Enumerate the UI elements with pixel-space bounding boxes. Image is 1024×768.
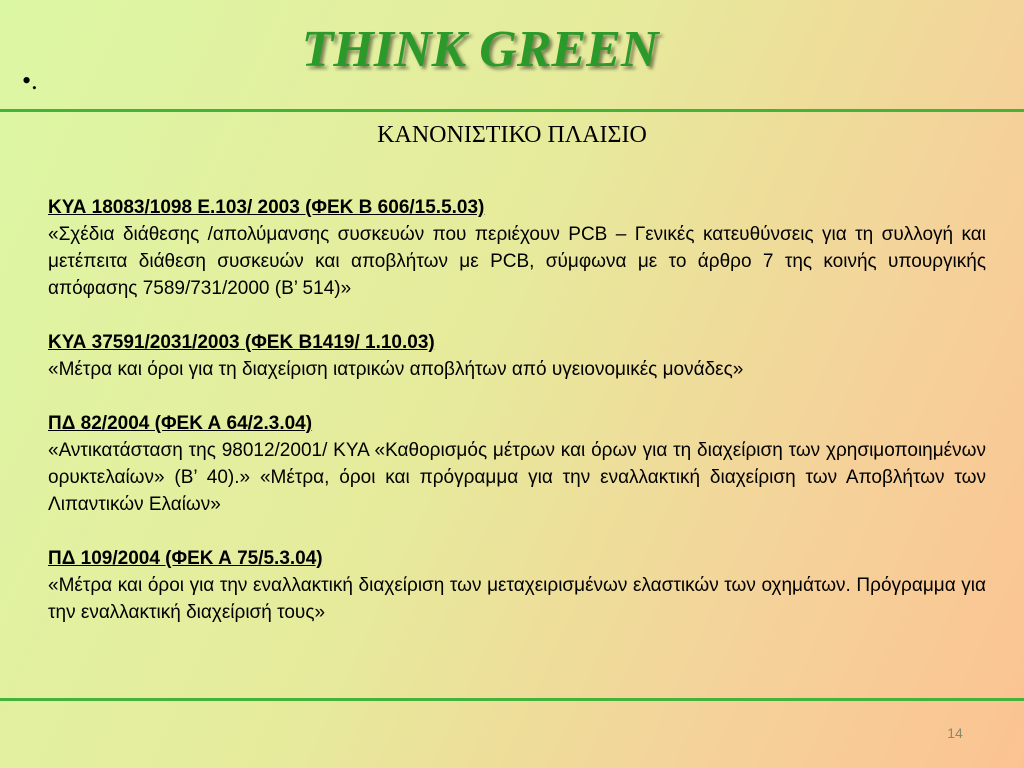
regulation-description: «Μέτρα και όροι για την εναλλακτική διαχείριση των μεταχειρισμένων ελαστικών των οχημάτων. Πρόγραμμα για την εναλλακτική διαχείρισή τους» <box>48 575 986 623</box>
slide-title: THINK GREEN <box>301 21 659 78</box>
bottom-divider <box>0 698 1024 701</box>
regulation-reference: ΠΔ 82/2004 (ΦΕΚ Α 64/2.3.04) <box>48 413 313 434</box>
regulation-item <box>48 545 986 626</box>
top-divider <box>0 109 1024 112</box>
regulation-list <box>48 194 986 653</box>
regulation-reference: ΚΥΑ 37591/2031/2003 (ΦΕΚ Β1419/ 1.10.03) <box>48 332 435 353</box>
bullet-mark: •. <box>22 66 38 95</box>
section-heading: ΚΑΝΟΝΙΣΤΙΚΟ ΠΛΑΙΣΙΟ <box>377 122 647 148</box>
regulation-item <box>48 329 986 383</box>
regulation-item <box>48 410 986 518</box>
regulation-description: «Μέτρα και όροι για τη διαχείριση ιατρικών αποβλήτων από υγειονομικές μονάδες» <box>48 359 744 380</box>
regulation-description: «Σχέδια διάθεσης /απολύμανσης συσκευών που περιέχουν PCB – Γενικές κατευθύνσεις για τη συλλογή και μετέπειτα διάθεση συσκευών και αποβλήτων με PCB, σύμφωνα με το άρθρο 7 της κοινής υπουργικής απόφασης 7589/731/2000 (Β’ 514)» <box>48 224 986 299</box>
page-number: 14 <box>947 725 963 741</box>
regulation-item <box>48 194 986 302</box>
regulation-reference: ΠΔ 109/2004 (ΦΕΚ Α 75/5.3.04) <box>48 548 323 569</box>
regulation-description: «Αντικατάσταση της 98012/2001/ ΚΥΑ «Καθορισμός μέτρων και όρων για τη διαχείριση των χρησιμοποιημένων ορυκτελαίων» (Β’ 40).» «Μέτρα, όροι και πρόγραμμα για την εναλλακτική διαχείριση των Αποβλήτων των Λιπαντικών Ελαίων» <box>48 440 986 515</box>
regulation-reference: ΚΥΑ 18083/1098 Ε.103/ 2003 (ΦΕΚ Β 606/15.5.03) <box>48 197 485 218</box>
